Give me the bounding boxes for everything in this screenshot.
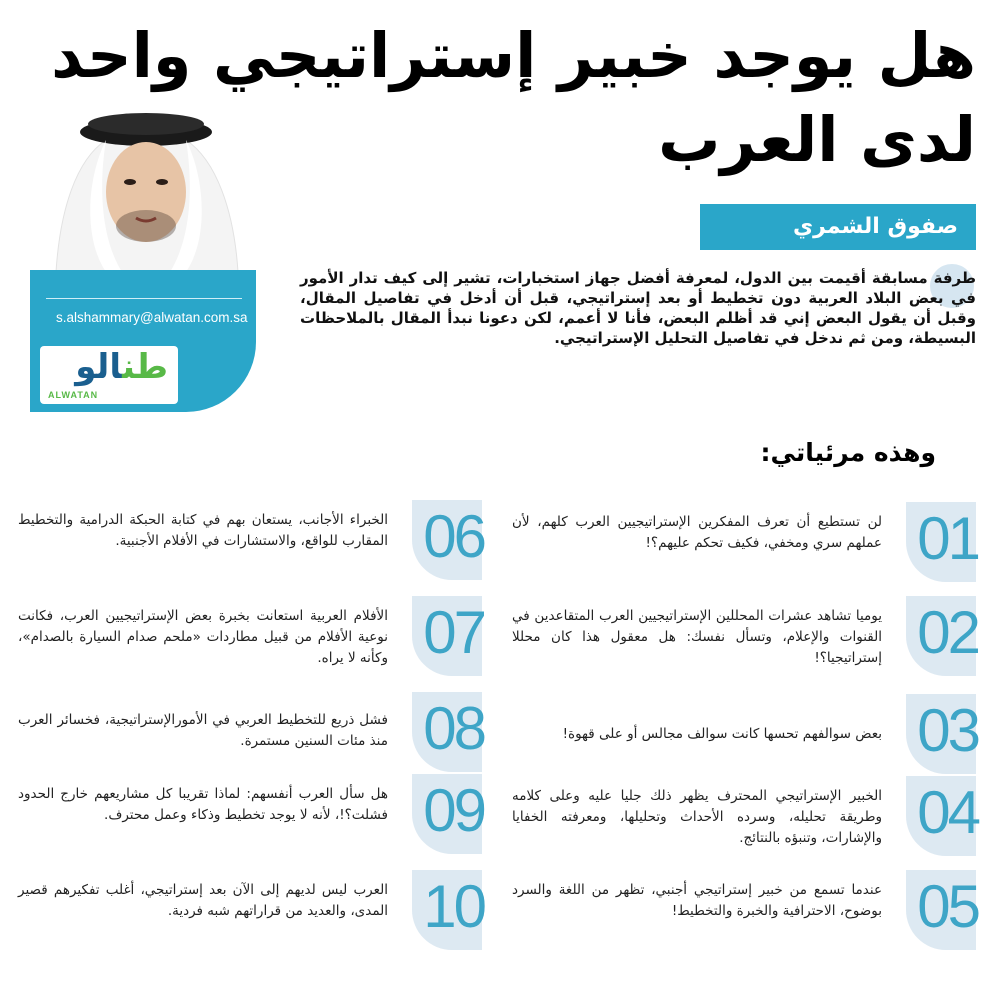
item-text: لن تستطيع أن تعرف المفكرين الإستراتيجيين العرب كلهم، لأن عملهم سري ومخفي، فكيف تحكم عليهم؟! (512, 514, 882, 551)
author-card (30, 270, 256, 412)
item-number: 09 (423, 777, 484, 844)
item-text: بعض سوالفهم تحسها كانت سوالف مجالس أو على قهوة! (562, 726, 882, 742)
article-title: هل يوجد خبير إستراتيجي واحد لدى العرب (51, 19, 976, 176)
author-name-bar: صفوق الشمري (700, 204, 976, 250)
item-number: 07 (423, 599, 484, 666)
item-number: 02 (917, 599, 978, 666)
list-item (506, 873, 978, 950)
item-text: يوميا تشاهد عشرات المحللين الإستراتيجيين العرب المتقاعدين في القنوات والإعلام، وتسأل نفسك: هل معقول هذا كان محللا إستراتيجيا؟! (512, 608, 882, 666)
item-number: 10 (423, 873, 484, 940)
list-item (506, 505, 978, 582)
alwatan-logo: طنالو ALWATAN (40, 346, 178, 404)
list-item (12, 873, 484, 950)
list-item (506, 779, 978, 856)
item-number: 03 (917, 697, 978, 764)
card-divider (46, 298, 242, 299)
item-number: 01 (917, 505, 978, 572)
item-number: 06 (423, 503, 484, 570)
item-text: هل سأل العرب أنفسهم: لماذا تقريبا كل مشاريعهم خارج الحدود فشلت؟!، لأنه لا يوجد تخطيط وذكاء وعمل محترف. (18, 786, 388, 823)
item-text: العرب ليس لديهم إلى الآن بعد إستراتيجي، أغلب تفكيرهم قصير المدى، والعديد من قراراتهم شبه فردية. (18, 882, 388, 919)
item-text: عندما تسمع من خبير إستراتيجي أجنبي، تظهر من اللغة والسرد بوضوح، الاحترافية والخبرة والتخطيط! (512, 882, 882, 919)
list-item (12, 695, 484, 772)
list-item (12, 599, 484, 676)
item-text: الأفلام العربية استعانت بخبرة بعض الإستراتيجيين العرب، فكانت نوعية الأفلام من قبيل مطاردات «ملحم صدام السيارة بالصدام»، وكأنه لا يراه. (18, 608, 388, 666)
section-subhead: وهذه مرئياتي: (760, 438, 936, 467)
author-email[interactable]: s.alshammary@alwatan.com.sa (56, 310, 248, 325)
list-item (12, 777, 484, 854)
item-number: 05 (917, 873, 978, 940)
item-text: الخبير الإستراتيجي المحترف يظهر ذلك جليا عليه وعلى كلامه وطريقة تحليله، وسرده الأحداث وتحليلها، ومعرفته الخفايا والإشارات، وتنبؤه بالنتائج. (512, 788, 882, 846)
list-item (12, 503, 484, 580)
article-intro: طرفة مسابقة أقيمت بين الدول، لمعرفة أفضل جهاز استخبارات، تشير إلى كيف تدار الأمور في بعض البلاد العربية دون تخطيط أو بعد إستراتيجي، قبل أن أدخل في تفاصيل المقال، وقبل أن يقول البعض إني قد أظلم البعض، فأنا لا أعمم، لكن دعونا نبدأ المقال بالملاحظات البسيطة، ومن ثم ندخل في تفاصيل التحليل الإستراتيجي. (300, 269, 976, 347)
author-portrait (46, 100, 246, 272)
list-item (506, 697, 978, 774)
item-text: فشل ذريع للتخطيط العربي في الأمورالإستراتيجية، فخسائر العرب منذ مئات السنين مستمرة. (18, 712, 388, 749)
item-number: 08 (423, 695, 484, 762)
item-number: 04 (917, 779, 978, 846)
item-text: الخبراء الأجانب، يستعان بهم في كتابة الحبكة الدرامية والتخطيط المقارب للواقع، والاستشارات في الأفلام الأجنبية. (18, 512, 388, 549)
list-item (506, 599, 978, 676)
